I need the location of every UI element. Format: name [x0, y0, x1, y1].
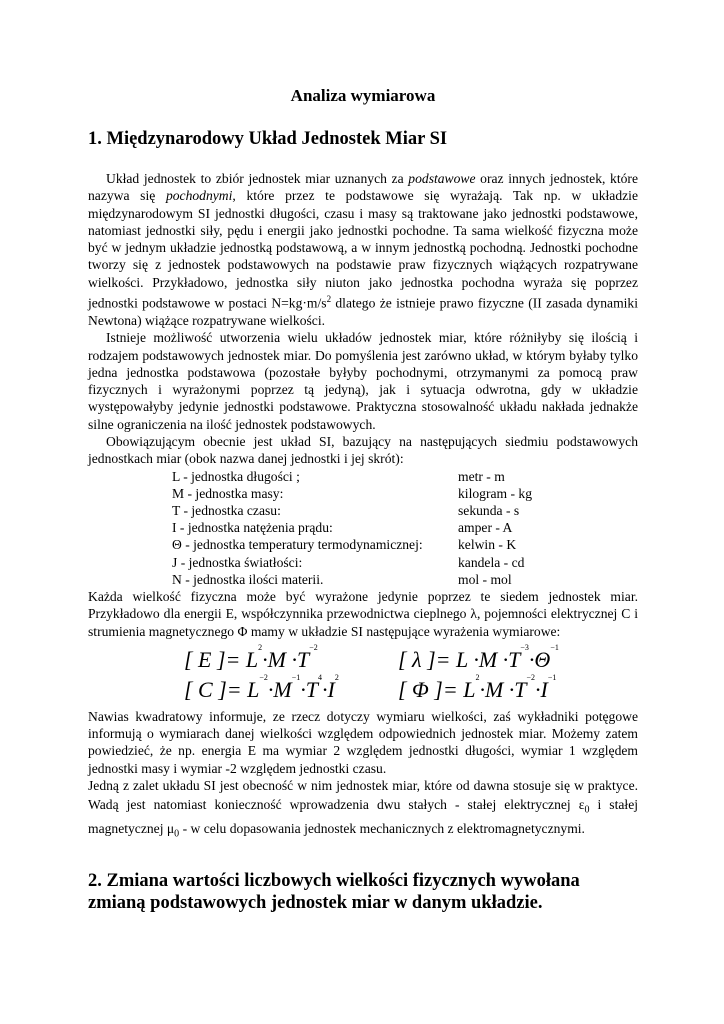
document-page [88, 86, 638, 934]
unit-desc: N - jednostka ilości materii. [172, 571, 324, 587]
paragraph-6: Jedną z zalet układu SI jest obecność w nim jednostek miar, które od dawna stosuje się w praktyce. Wadą jest natomiast konieczność wprowadzenia dwu stałych - stałej elektrycznej $\varepsilon_0$ i stałej magnetycznej $\mu_0$ - w celu dopasowania jednostek mechanicznych z elektromagnetycznymi. [88, 778, 638, 840]
unit-name: kelwin - K [458, 537, 517, 553]
document-title: Analiza wymiarowa [290, 86, 436, 105]
formula-lhs: [ E ]= [184, 646, 241, 672]
formula-rhs: $L^2\cdot M \cdot T^{-2}\cdot I^{-1}$ [463, 672, 557, 702]
table-row [172, 485, 532, 502]
paragraph-1: Układ jednostek to zbiór jednostek miar uznanych za podstawowe oraz innych jednostek, które nazywa się pochodnymi, które przez te podstawowe się wyrażają. Tak np. w układzie międzynarodowym SI jednostki długości, czasu i masy są traktowane jako jednostki podstawowe, natomiast jednostki siły, pędu i energii jako jednostki pochodne. Ta sama wielkość fizyczna może być w jednym układzie jednostką podstawową, a w innym jednostką pochodną. Jednostki pochodne tworzy się z jednostek podstawowych na podstawie praw fizycznych wiążących rozpatrywane wielkości. Przykładowo, jednostka siły niuton jako jednostka pochodna wyraża się poprzez jednostki podstawowe w postaci $N=kg\cdot m/s^2$ dlatego że istnieje prawo fizyczne (II zasada dynamiki Newtona) wiążące rozpatrywane wielkości. [88, 171, 638, 328]
formula-lhs: [ Φ ]= [398, 676, 458, 702]
units-table [172, 468, 532, 588]
unit-name: amper - A [458, 520, 513, 536]
paragraph-5: Nawias kwadratowy informuje, ze rzecz dotyczy wymiaru wielkości, zaś wykładniki potęgowe informują o wymiarach danej wielkości względem odpowiednich jednostek miar. Możemy zatem powiedzieć, że np. energia E ma wymiar 2 względem jednostki długości, wymiar 1 względem jednostki masy i wymiar -2 względem jednostki czasu. [88, 708, 638, 776]
table-row [172, 519, 532, 536]
unit-name: metr - m [458, 468, 505, 484]
unit-desc: Θ - jednostka temperatury termodynamicznej: [172, 537, 423, 553]
formula-block [88, 642, 638, 705]
unit-name: kilogram - kg [458, 485, 532, 501]
formula-flux [398, 672, 557, 703]
table-row [172, 554, 532, 571]
table-row [172, 468, 532, 485]
formula-lambda [398, 642, 559, 673]
formula-rhs: $L^{-2}\cdot M^{-1}\cdot T^4\cdot I^2$ [247, 672, 339, 702]
section2-heading: 2. Zmiana wartości liczbowych wielkości fizycznych wywołana zmianą podstawowych jednostek miar w danym układzie. [88, 871, 580, 914]
paragraph-2: Istnieje możliwość utworzenia wielu układów jednostek miar, które różniłyby się ilością i rodzajem podstawowych jednostek miar. Do pomyślenia jest zarówno układ, w którym byłaby tylko jedna jednostka podstawowa (pozostałe byłyby pochodnymi, otrzymanymi za pomocą praw fizycznych i wyrażonymi poprzez tą jedyną), jak i sytuacja odwrotna, gdy w układzie występowałyby jedynie jednostki podstawowe. Praktyczna stosowalność układu nakłada jednakże silne ograniczenia na ilość jednostek podstawowych. [88, 330, 638, 432]
formula-rhs: $L^2\cdot M \cdot T^{-2}$ [245, 642, 318, 672]
section1-heading: 1. Międzynarodowy Układ Jednostek Miar SI [88, 129, 448, 149]
unit-desc: J - jednostka światłości: [172, 554, 303, 570]
formula-energy [184, 642, 318, 673]
unit-desc: I - jednostka natężenia prądu: [172, 520, 333, 536]
formula-lhs: [ C ]= [184, 676, 242, 702]
table-row [172, 536, 532, 553]
unit-name: kandela - cd [458, 554, 525, 570]
paragraph-4: Każda wielkość fizyczna może być wyrażone jedynie poprzez te siedem jednostek miar. Przykładowo dla energii E, współczynnika przewodnictwa cieplnego λ, pojemności elektrycznej C i strumienia magnetycznego Φ mamy w układzie SI następujące wyrażenia wymiarowe: [88, 589, 638, 639]
formula-capacitance [184, 672, 339, 703]
paragraph-3: Obowiązującym obecnie jest układ SI, bazujący na następujących siedmiu podstawowych jednostkach miar (obok nazwa danej jednostki i jej skrót): [88, 433, 638, 467]
unit-desc: L - jednostka długości ; [172, 468, 300, 484]
table-row [172, 502, 532, 519]
unit-name: sekunda - s [458, 502, 520, 518]
table-row [172, 571, 532, 588]
unit-desc: T - jednostka czasu: [172, 502, 281, 518]
unit-desc: M - jednostka masy: [172, 485, 284, 501]
formula-rhs: $L \cdot M \cdot T^{-3}\cdot\Theta^{-1}$ [456, 642, 559, 672]
unit-name: mol - mol [458, 571, 512, 587]
formula-lhs: [ λ ]= [398, 646, 451, 672]
